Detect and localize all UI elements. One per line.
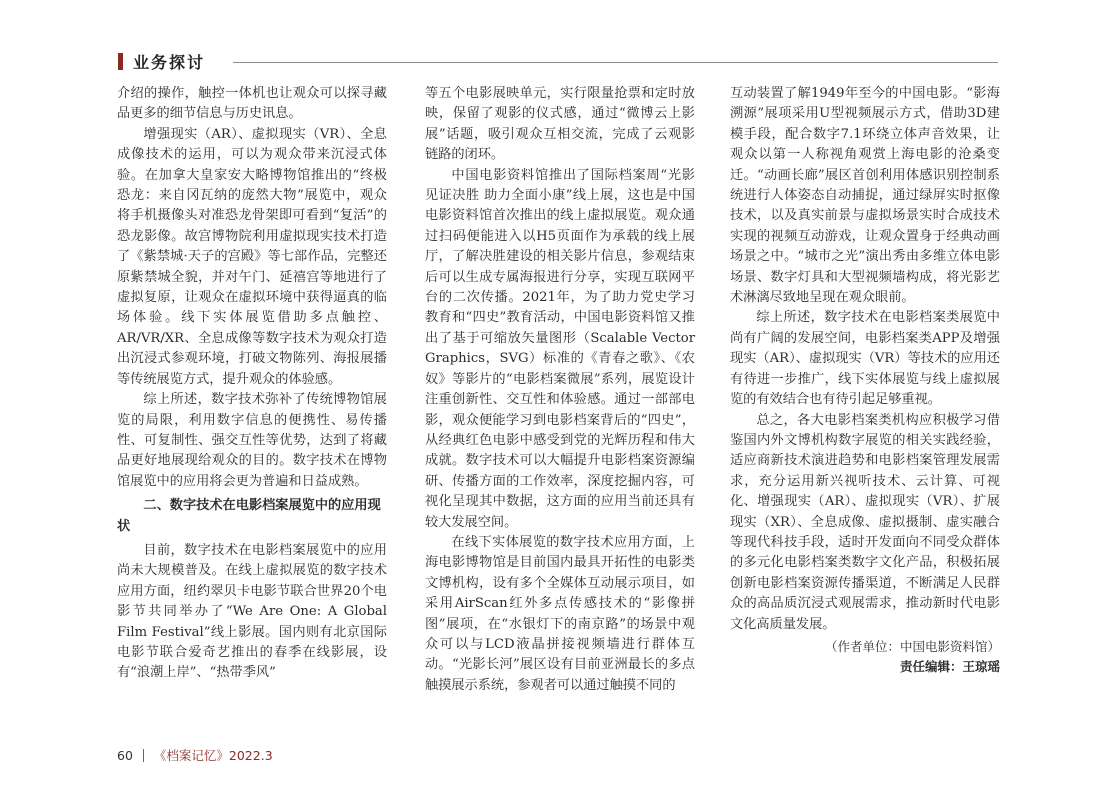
page-footer <box>117 745 273 765</box>
section-header <box>118 46 998 76</box>
body-paragraph: 介绍的操作，触控一体机也让观众可以探寻藏品更多的细节信息与历史讯息。 <box>117 86 387 122</box>
body-paragraph: 总之，各大电影档案类机构应积极学习借鉴国内外文博机构数字展览的相关实践经验，适应商新技术演进趋势和电影档案管理发展需求，充分运用新兴视听技术、云计算、可视化、增强现实（AR）、虚拟现实（VR）、扩展现实（XR）、全息成像、虚拟摄制、虚实融合等现代科技手段，适时开发面向不同受众群体的多元化电影档案类数字文化产品，积极拓展创新电影档案资源传播渠道，不断满足人民群众的高品质沉浸式观展需求，推动新时代电影文化高质量发展。 <box>730 412 1000 632</box>
responsible-editor: 责任编辑：王琼瑶 <box>899 659 1000 675</box>
section-heading: 二、数字技术在电影档案展览中的应用现状 <box>117 498 381 534</box>
body-paragraph: 互动装置了解1949年至今的中国电影。“影海溯源”展项采用U型视频展示方式，借助3D建模手段，配合数字7.1环绕立体声音效果，让观众以第一人称视角观赏上海电影的沧桑变迁。“动画长廊”展区首创利用体感识别控制系统进行人体姿态自动捕捉，通过绿屏实时抠像技术，以及真实前景与虚拟场景实时合成技术实现的视频互动游戏，让观众置身于经典动画场景之中。“城市之光”演出秀由多维立体电影场景、数字灯具和大型视频墙构成，将光影艺术淋漓尽致地呈现在观众眼前。 <box>730 86 1000 306</box>
body-paragraph: 综上所述，数字技术弥补了传统博物馆展览的局限，利用数字信息的便携性、易传播性、可复制性、强交互性等优势，达到了将藏品更好地展现给观众的目的。数字技术在博物馆展览中的应用将会更为普遍和日益成熟。 <box>117 392 387 489</box>
author-affiliation: （作者单位：中国电影资料馆） <box>824 638 1000 654</box>
body-paragraph: 增强现实（AR）、虚拟现实（VR）、全息成像技术的运用，可以为观众带来沉浸式体验。在加拿大皇家安大略博物馆推出的“终极恐龙：来自冈瓦纳的庞然大物”展览中，观众将手机摄像头对准恐龙骨架即可看到“复活”的恐龙影像。故宫博物院利用虚拟现实技术打造了《紫禁城·天子的宫殿》等七部作品，完整还原紫禁城全貌，并对午门、延禧宫等地进行了虚拟复原，让观众在虚拟环境中获得逼真的临场体验。线下实体展览借助多点触控、AR/VR/XR、全息成像等数字技术为观众打造出沉浸式参观环境，打破文物陈列、海报展播等传统展览方式，提升观众的体验感。 <box>117 126 387 387</box>
body-paragraph: 等五个电影展映单元，实行限量抢票和定时放映，保留了观影的仪式感，通过“微博云上影展”话题，吸引观众互相交流，完成了云观影链路的闭环。 <box>425 86 695 163</box>
body-paragraph: 综上所述，数字技术在电影档案类展览中尚有广阔的发展空间，电影档案类APP及增强现实（AR）、虚拟现实（VR）等技术的应用还有待进一步推广，线下实体展览与线上虚拟展览的有效结合也有待引起足够重视。 <box>730 310 1000 408</box>
text-column-2 <box>425 84 695 696</box>
text-column-1 <box>117 84 387 684</box>
body-paragraph: 目前，数字技术在电影档案展览中的应用尚未大规模普及。在线上虚拟展览的数字技术应用方面，纽约翠贝卡电影节联合世界20个电影节共同举办了“We Are One: A Global Film Festival”线上影展。国内则有北京国际电影节联合爱奇艺推出的春季在线影展，设有“浪潮上岸”、“热带季风” <box>117 542 387 681</box>
section-title: 业务探讨 <box>133 53 206 72</box>
header-rule <box>233 62 998 63</box>
text-column-3 <box>730 84 1000 678</box>
section-marker-bar <box>118 53 123 70</box>
footer-divider <box>143 749 144 762</box>
body-paragraph: 中国电影资料馆推出了国际档案周“光影见证决胜 助力全面小康”线上展，这也是中国电影资料馆首次推出的线上虚拟展览。观众通过扫码便能进入以H5页面作为承载的线上展厅，了解决胜建设的相关影片信息，参观结束后可以生成专属海报进行分享，实现互联网平台的二次传播。2021年，为了助力党史学习教育和“四史”教育活动，中国电影资料馆又推出了基于可缩放矢量图形（Scalable Vector Graphics，SVG）标准的《青春之歌》、《农奴》等影片的“电影档案微展”系列，展览设计注重创新性、交互性和体验感。通过一部部电影，观众便能学习到电影档案背后的“四史”，从经典红色电影中感受到党的光辉历程和伟大成就。数字技术可以大幅提升电影档案资源编研、传播方面的工作效率，深度挖掘内容，可视化呈现其中数据，这方面的应用当前还具有较大发展空间。 <box>425 167 695 530</box>
page-number: 60 <box>117 747 133 763</box>
body-paragraph: 在线下实体展览的数字技术应用方面，上海电影博物馆是目前国内最具开拓性的电影类文博机构，设有多个全媒体互动展示项目，如采用AirScan红外多点传感技术的“影像拼图”展项，在“水银灯下的南京路”的场景中观众可以与LCD液晶拼接视频墙进行群体互动。“光影长河”展区设有目前亚洲最长的多点触摸展示系统，参观者可以通过触摸不同的 <box>425 534 695 693</box>
journal-issue: 《档案记忆》2022.3 <box>153 748 273 763</box>
